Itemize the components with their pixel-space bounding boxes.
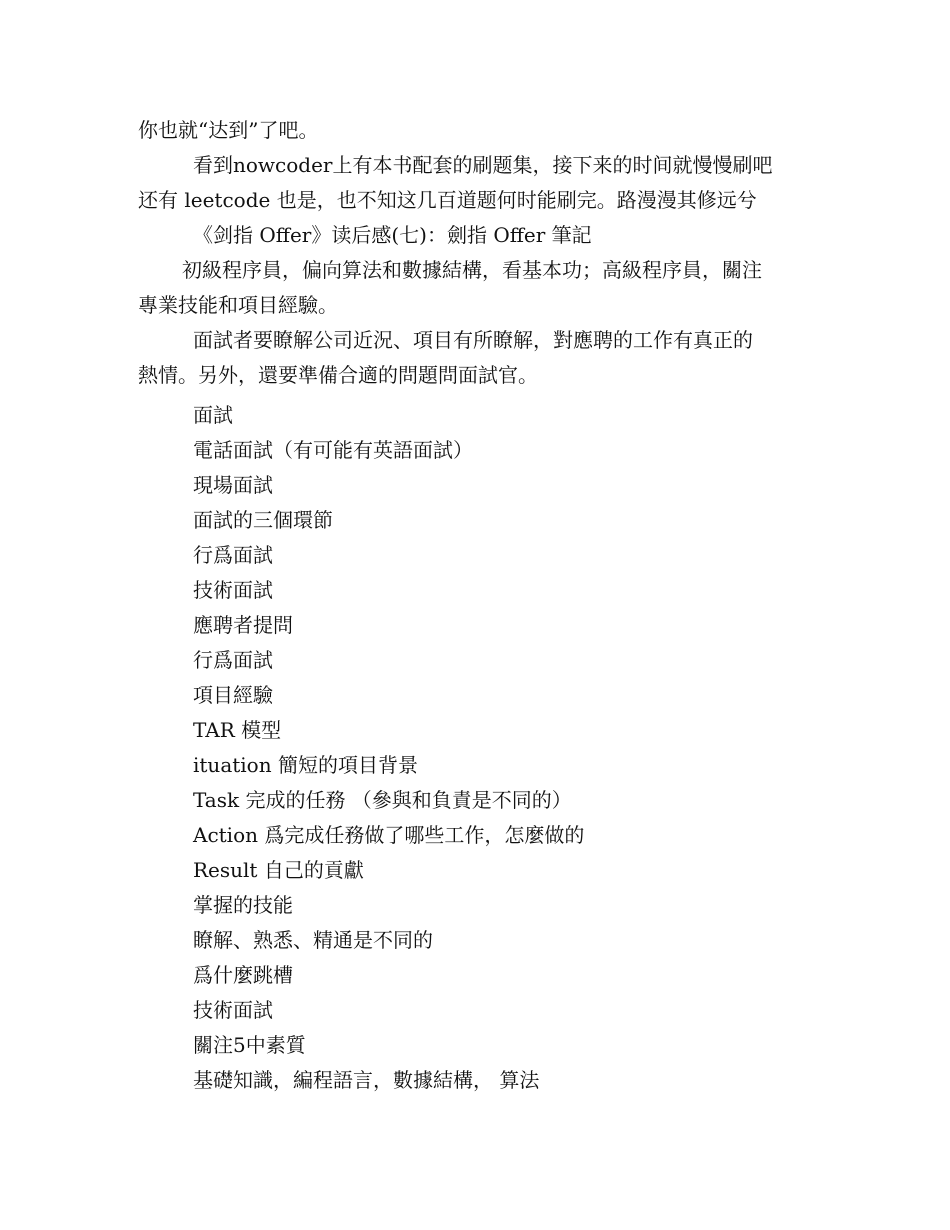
text-line: 瞭解、熟悉、精通是不同的 xyxy=(193,928,433,952)
text-line: 掌握的技能 xyxy=(193,893,293,917)
text-line: 还有 leetcode 也是，也不知这几百道题何时能刷完。路漫漫其修远兮 xyxy=(138,188,757,212)
text-line: 面試者要瞭解公司近況、項目有所瞭解，對應聘的工作有真正的 xyxy=(193,328,753,352)
text-line: Action 爲完成任務做了哪些工作，怎麼做的 xyxy=(193,823,585,847)
text-line: 面試的三個環節 xyxy=(193,508,333,532)
text-line: 行爲面試 xyxy=(193,648,273,672)
text-line: 熱情。另外，還要準備合適的問題問面試官。 xyxy=(138,363,538,387)
text-line: Task 完成的任務 （參與和負責是不同的） xyxy=(193,788,572,812)
text-line: Result 自己的貢獻 xyxy=(193,858,364,882)
text-line: 面試 xyxy=(193,403,233,427)
text-line: 電話面試（有可能有英語面試） xyxy=(193,438,473,462)
text-line: 應聘者提問 xyxy=(193,613,293,637)
text-line: 初級程序員，偏向算法和數據結構，看基本功；高級程序員，關注 xyxy=(182,258,762,282)
text-line: 專業技能和項目經驗。 xyxy=(138,293,338,317)
text-line: 技術面試 xyxy=(193,578,273,602)
text-line: 行爲面試 xyxy=(193,543,273,567)
text-line: 基礎知識，編程語言，數據結構， 算法 xyxy=(193,1068,540,1092)
text-line: 爲什麼跳槽 xyxy=(193,963,293,987)
text-line: 你也就“达到”了吧。 xyxy=(138,118,319,142)
text-line: 關注5中素質 xyxy=(193,1033,306,1057)
text-line: ituation 簡短的項目背景 xyxy=(193,753,418,777)
text-line: 項目經驗 xyxy=(193,683,273,707)
text-line: 看到nowcoder上有本书配套的刷题集，接下来的时间就慢慢刷吧 xyxy=(193,153,773,177)
text-line: 技術面試 xyxy=(193,998,273,1022)
text-line: 現場面試 xyxy=(193,473,273,497)
text-line: 《剑指 Offer》读后感(七)：劍指 Offer 筆記 xyxy=(193,223,592,247)
text-line: TAR 模型 xyxy=(193,718,282,742)
